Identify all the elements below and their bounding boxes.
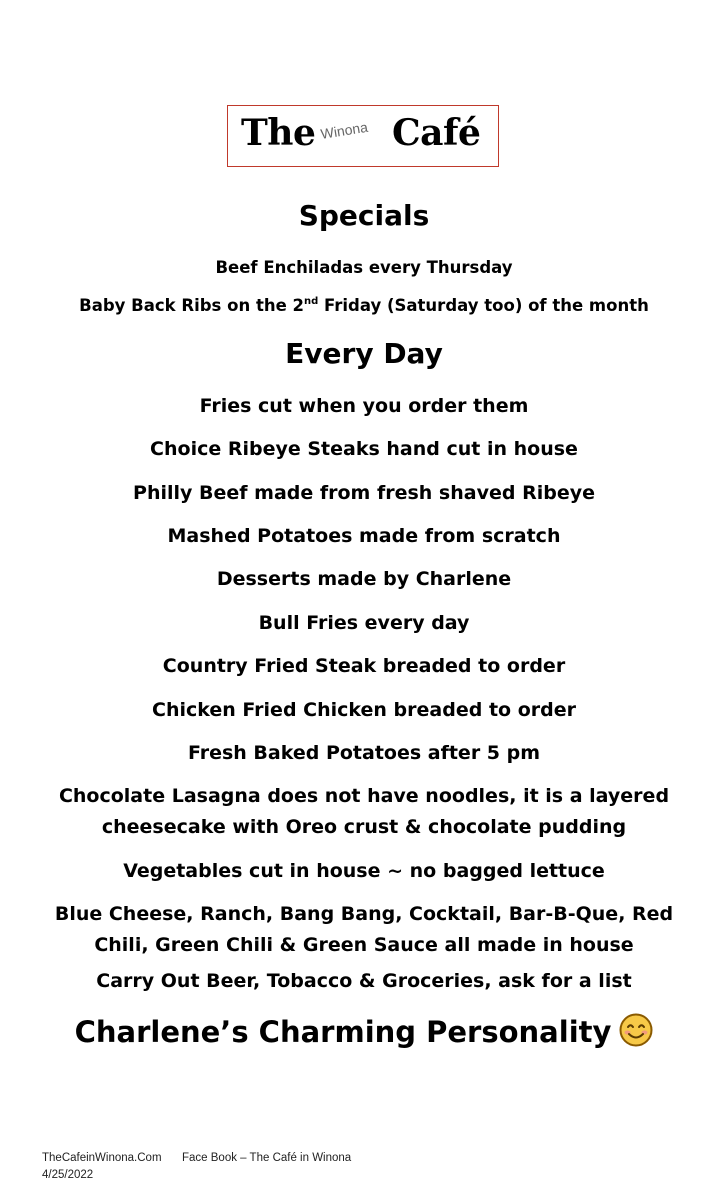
every-day-item: Chicken Fried Chicken breaded to order: [152, 699, 576, 721]
specials-heading: Specials: [298, 199, 430, 232]
every-day-item: Bull Fries every day: [258, 612, 470, 634]
smiley-face-icon: [619, 1013, 653, 1047]
footer-website: TheCafeinWinona.Com: [42, 1152, 162, 1164]
every-day-item: Fries cut when you order them: [199, 395, 529, 417]
every-day-item: Philly Beef made from fresh shaved Ribeye: [133, 482, 595, 504]
every-day-item: Mashed Potatoes made from scratch: [167, 525, 561, 547]
every-day-item-sauces: Blue Cheese, Ranch, Bang Bang, Cocktail, Bar-B-Que, Red Chili, Green Chili & Green Sauce all made in house: [54, 903, 674, 956]
every-day-item: Country Fried Steak breaded to order: [162, 655, 566, 677]
every-day-item-chocolate-lasagna: Chocolate Lasagna does not have noodles, it is a layered cheesecake with Oreo crust & chocolate pudding: [58, 785, 670, 838]
logo-winona: Winona: [319, 118, 369, 142]
closing-line: [0, 1013, 728, 1047]
every-day-heading: Every Day: [285, 337, 443, 370]
every-day-item: Fresh Baked Potatoes after 5 pm: [187, 742, 541, 764]
every-day-item: Choice Ribeye Steaks hand cut in house: [150, 438, 578, 460]
every-day-item: Desserts made by Charlene: [216, 568, 512, 590]
logo-the: The: [241, 112, 316, 154]
closing-text: Charlene’s Charming Personality: [74, 1015, 612, 1049]
logo-cafe: Café: [392, 112, 481, 154]
cafe-logo: [227, 105, 499, 167]
footer-facebook: Face Book – The Café in Winona: [182, 1152, 352, 1164]
every-day-item: Vegetables cut in house ~ no bagged lettuce: [123, 860, 605, 882]
special-item-enchiladas: Beef Enchiladas every Thursday: [215, 258, 513, 277]
every-day-item: Carry Out Beer, Tobacco & Groceries, ask for a list: [96, 970, 632, 992]
special-item-ribs: Baby Back Ribs on the 2nd Friday (Saturday too) of the month: [79, 296, 649, 315]
footer-date: 4/25/2022: [42, 1169, 94, 1181]
